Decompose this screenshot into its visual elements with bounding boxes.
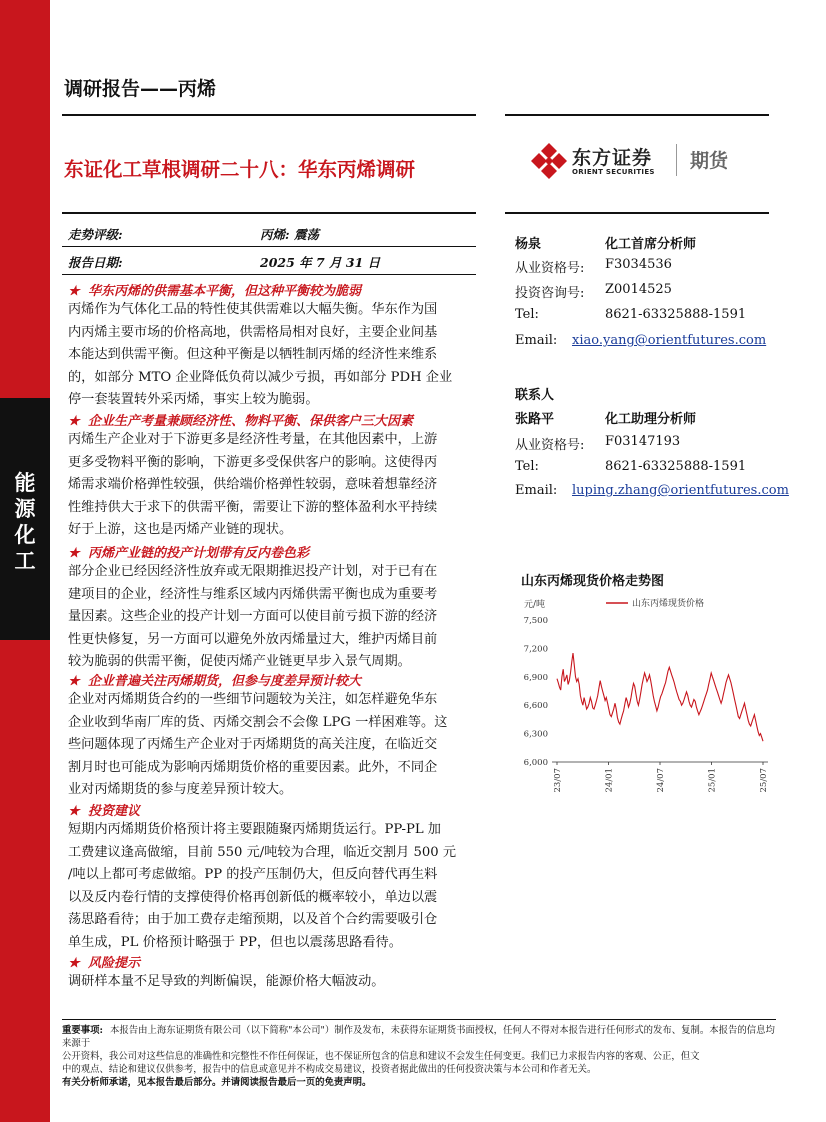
- logo-text-en: ORIENT SECURITIES: [572, 168, 655, 176]
- logo-mark-icon: [530, 142, 568, 180]
- analyst-1-tel-label: Tel:: [515, 307, 539, 322]
- contact-heading: 联系人: [515, 388, 555, 403]
- logo-text: 东方证券: [572, 147, 653, 169]
- section-paragraph: [68, 429, 476, 542]
- x-tick-label: 25/07: [759, 768, 769, 793]
- analyst-2-tel-value: 8621-63325888-1591: [605, 459, 747, 474]
- notice-line-1: 本报告由上海东证期货有限公司（以下简称"本公司"）制作及发布，未获得东证期货书面授权，任何人不得对本报告进行任何形式的发布、复制。本报告的信息均来源于: [62, 1025, 775, 1049]
- paragraph-line: /吨以上都可考虑做缩。PP 的投产压制仍大，但反向替代再生料: [68, 867, 438, 882]
- analyst-1-email-label: Email:: [515, 333, 558, 348]
- x-tick-label: 23/07: [553, 768, 563, 793]
- star-icon: ★: [68, 284, 80, 299]
- paragraph-line: 以及反内卷行情的支撑使得价格再创新低的概率较小，单边以震: [68, 889, 438, 905]
- meta-rule-2: [62, 274, 476, 275]
- sector-label: [11, 470, 39, 574]
- price-chart: [510, 592, 780, 807]
- analyst-2-email-link[interactable]: luping.zhang@orientfutures.com: [572, 483, 789, 498]
- analyst-1-tel-value: 8621-63325888-1591: [605, 307, 747, 322]
- paragraph-line: 业对丙烯期货的参与度差异预计较大。: [68, 782, 293, 797]
- paragraph-line: 些问题体现了丙烯生产企业对于丙烯期货的高关注度，在临近交: [68, 737, 438, 752]
- paragraph-line: 调研样本量不足导致的判断偏误，能源价格大幅波动。: [68, 974, 385, 989]
- sector-label-char: 能: [14, 471, 36, 495]
- star-icon: ★: [68, 414, 80, 429]
- section-heading: [68, 670, 361, 689]
- x-ticks: [553, 762, 769, 793]
- trend-value: 丙烯: 震荡: [260, 227, 319, 242]
- meta-rule: [62, 246, 476, 247]
- paragraph-line: 性更快修复，另一方面可以避免外放丙烯量过大，维护丙烯目前: [68, 631, 438, 647]
- section-heading: [68, 952, 140, 971]
- star-icon: ★: [68, 804, 80, 819]
- date-value: 2025 年 7 月 31 日: [260, 255, 381, 270]
- sector-label-char: 工: [14, 549, 36, 573]
- x-tick-label: 24/01: [604, 768, 615, 793]
- paragraph-line: 企业收到华南厂库的货、丙烯交割会不会像 LPG 一样困难等。这: [68, 714, 448, 730]
- section-heading: [68, 542, 309, 561]
- legend-label: 山东丙烯现货价格: [632, 599, 705, 609]
- paragraph-line: 建项目的企业，经济性与维系区域内丙烯供需平衡也成为重要考: [68, 586, 438, 602]
- star-icon: ★: [68, 674, 80, 689]
- footer-notice: [62, 1024, 776, 1089]
- paragraph-line: 本能达到供需平衡。但这种平衡是以牺牲制丙烯的经济性来维系: [68, 347, 438, 362]
- section-heading: [68, 410, 413, 429]
- star-icon: ★: [68, 546, 80, 561]
- paragraph-line: 性维持供大于求下的供需平衡，需要让下游的整体盈利水平持续: [68, 499, 438, 515]
- paragraph-line: 短期内丙烯期货价格预计将主要跟随聚丙烯期货运行。PP-PL 加: [68, 822, 441, 837]
- paragraph-line: 单生成，PL 价格预计略强于 PP，但也以震荡思路看待。: [68, 934, 402, 950]
- analyst-1-qual-label: 从业资格号:: [515, 261, 585, 276]
- footer-rule: [62, 1019, 776, 1020]
- company-logo: [530, 140, 760, 182]
- logo-futures: 期货: [690, 150, 729, 172]
- sector-label-char: 源: [14, 497, 36, 521]
- y-ticks: [524, 616, 548, 768]
- x-tick-label: 24/07: [656, 768, 666, 793]
- paragraph-line: 部分企业已经因经济性放弃或无限期推迟投产计划，对于已有在: [68, 564, 438, 579]
- paragraph-line: 企业对丙烯期货合约的一些细节问题较为关注，如怎样避免华东: [68, 692, 438, 707]
- paragraph-line: 烯需求端价格弹性较强，供给端价格弹性较弱，意味着想靠经济: [68, 477, 438, 492]
- section-heading-text: 风险提示: [88, 956, 141, 971]
- title-rule: [62, 212, 476, 214]
- section-paragraph: [68, 819, 476, 954]
- trend-label: 走势评级:: [68, 227, 123, 242]
- paragraph-line: 较为脆弱的供需平衡，促使丙烯产业链更早步入景气周期。: [68, 654, 411, 669]
- section-paragraph: [68, 971, 476, 994]
- paragraph-line: 停一套装置转外采丙烯，事实上较为脆弱。: [68, 392, 319, 407]
- section-heading-text: 投资建议: [88, 804, 141, 819]
- y-tick-label: 6,900: [523, 672, 548, 683]
- header-rule-right: [505, 114, 769, 116]
- section-heading-text: 丙烯产业链的投产计划带有反内卷色彩: [88, 546, 310, 561]
- notice-line-3: 中的观点、结论和建议仅供参考，报告中的信息或意见并不构成交易建议，投资者据此做出的任何投资决策与本公司和作者无关。: [62, 1064, 597, 1075]
- y-tick-label: 6,000: [523, 758, 548, 768]
- analyst-1-title: 化工首席分析师: [605, 237, 697, 252]
- analyst-2-email-label: Email:: [515, 483, 558, 498]
- analyst-1-inv-value: Z0014525: [605, 282, 672, 297]
- paragraph-line: 更多受物料平衡的影响，下游更多受保供客户的影响。这使得丙: [68, 454, 438, 470]
- paragraph-line: 的，如部分 MTO 企业降低负荷以减少亏损，再如部分 PDH 企业: [68, 369, 453, 385]
- analyst-2-qual-label: 从业资格号:: [515, 438, 585, 453]
- paragraph-line: 好于上游，这也是丙烯产业链的现状。: [68, 522, 293, 537]
- title-rule-right: [505, 212, 769, 214]
- y-tick-label: 6,600: [523, 701, 548, 712]
- analyst-2-title: 化工助理分析师: [605, 412, 697, 427]
- section-heading: [68, 800, 140, 819]
- paragraph-line: 荡思路看待；由于加工费存走缩预期，以及首个合约需要吸引仓: [68, 912, 438, 927]
- header-rule: [62, 114, 476, 116]
- series-line: [557, 653, 763, 741]
- sector-label-char: 化: [14, 523, 36, 547]
- logo-separator: [676, 144, 677, 176]
- x-tick-label: 25/01: [707, 768, 718, 793]
- paragraph-line: 工费建议逢高做缩，目前 550 元/吨较为合理，临近交割月 500 元: [68, 844, 457, 860]
- analyst-2-tel-label: Tel:: [515, 459, 539, 474]
- analyst-1-inv-label: 投资咨询号:: [515, 286, 585, 301]
- y-tick-label: 7,500: [523, 616, 548, 626]
- paragraph-line: 量因素。这些企业的投产计划一方面可以使目前亏损下游的经济: [68, 609, 438, 624]
- chart-ylabel: 元/吨: [524, 600, 546, 610]
- y-tick-label: 7,200: [523, 644, 548, 655]
- footer-final-line: 有关分析师承诺，见本报告最后部分。并请阅读报告最后一页的免责声明。: [62, 1077, 372, 1088]
- analyst-2-name: 张路平: [515, 412, 555, 427]
- page-title: 东证化工草根调研二十八：华东丙烯调研: [64, 158, 416, 181]
- section-paragraph: [68, 689, 476, 802]
- doc-type: 调研报告——丙烯: [64, 78, 217, 100]
- analyst-1-qual-value: F3034536: [605, 257, 672, 272]
- chart-title: 山东丙烯现货价格走势图: [521, 574, 665, 589]
- section-heading-text: 华东丙烯的供需基本平衡，但这种平衡较为脆弱: [88, 284, 362, 299]
- section-paragraph: [68, 299, 476, 412]
- notice-label: 重要事项:: [62, 1025, 103, 1036]
- analyst-2-qual-value: F03147193: [605, 434, 681, 449]
- date-label: 报告日期:: [68, 255, 123, 270]
- section-heading-text: 企业生产考量兼顾经济性、物料平衡、保供客户三大因素: [88, 414, 414, 429]
- paragraph-line: 割月时也可能成为影响丙烯期货价格的重要因素。此外，不同企: [68, 759, 438, 775]
- analyst-1-email-link[interactable]: xiao.yang@orientfutures.com: [572, 333, 767, 348]
- footer-line-1: [62, 1024, 776, 1050]
- section-paragraph: [68, 561, 476, 674]
- y-tick-label: 6,300: [523, 729, 548, 740]
- paragraph-line: 内丙烯主要市场的价格高地，供需格局相对良好，主要企业间基: [68, 324, 438, 340]
- section-heading-text: 企业普遍关注丙烯期货，但参与度差异预计较大: [88, 674, 362, 689]
- paragraph-line: 丙烯作为气体化工品的特性使其供需难以大幅失衡。华东作为国: [68, 302, 438, 317]
- analyst-1-name: 杨泉: [515, 237, 542, 252]
- notice-line-2: 公开资料，我公司对这些信息的准确性和完整性不作任何保证，也不保证所包含的信息和建议不会发生任何变更。我们已力求报告内容的客观、公正，但文: [62, 1051, 700, 1062]
- paragraph-line: 丙烯生产企业对于下游更多是经济性考量，在其他因素中，上游: [68, 432, 438, 447]
- section-heading: [68, 280, 361, 299]
- star-icon: ★: [68, 956, 80, 971]
